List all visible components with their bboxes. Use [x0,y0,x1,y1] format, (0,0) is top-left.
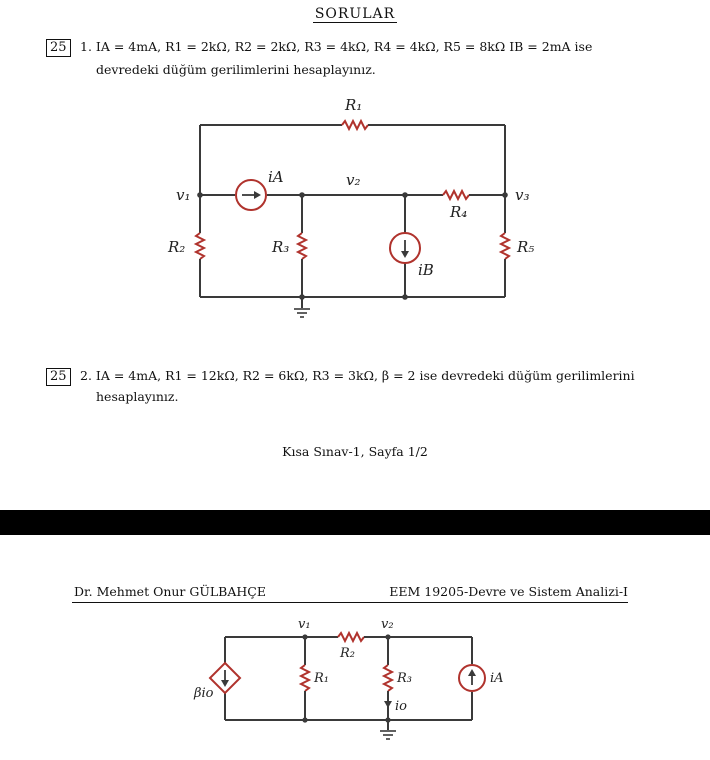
current-source-ib [390,233,420,263]
resistor-r2-c2 [338,633,364,641]
q1-text-line2: devredeki düğüm gerilimlerini hesaplayınız. [96,62,376,77]
label-r1-c2: R₁ [314,671,329,686]
dependent-current-source [210,663,240,693]
resistor-r3-c2 [384,665,392,691]
label-r1: R₁ [345,96,363,114]
page-title: SORULAR [314,6,396,22]
label-r3-c2: R₃ [397,671,412,686]
resistor-r3 [298,233,306,259]
course-name: EEM 19205-Devre ve Sistem Analizi-I [389,584,628,599]
label-v2-c2: v₂ [381,617,394,632]
resistor-r2 [196,233,204,259]
label-v3: v₃ [515,186,530,204]
ground-symbol-2 [380,731,396,739]
current-source-ia [236,180,266,210]
label-ia: iA [268,168,284,186]
page-footer: Kısa Sınav-1, Sayfa 1/2 [282,444,428,459]
label-r2: R₂ [168,238,186,256]
q2-score-box: 25 [46,368,71,386]
label-r3: R₃ [272,238,290,256]
header-rule [72,602,628,603]
resistor-r4 [443,191,469,199]
author-name: Dr. Mehmet Onur GÜLBAHÇE [74,584,266,599]
label-r5: R₅ [517,238,535,256]
resistor-r5 [501,233,509,259]
q2-text-line1: 2. IA = 4mA, R1 = 12kΩ, R2 = 6kΩ, R3 = 3kΩ, β = 2 ise devredeki düğüm gerilimlerini [80,368,635,383]
circuit-diagram-1 [160,90,560,330]
label-io: io [395,699,407,714]
q2-text-line2: hesaplayınız. [96,389,179,404]
label-r4: R₄ [450,203,468,221]
current-source-ia-c2 [459,665,485,691]
label-ib: iB [418,261,434,279]
q1-text-line1: 1. IA = 4mA, R1 = 2kΩ, R2 = 2kΩ, R3 = 4kΩ, R4 = 4kΩ, R5 = 8kΩ IB = 2mA ise [80,39,593,54]
label-ia-c2: iA [490,671,504,686]
resistor-r1 [342,121,368,129]
label-v1-c2: v₁ [298,617,311,632]
io-arrow [384,701,392,708]
q1-score-box: 25 [46,39,71,57]
circuit-diagram-2 [190,612,520,760]
page-separator [0,510,710,535]
label-beta-io: βio [194,686,214,701]
label-r2-c2: R₂ [340,646,355,661]
ground-symbol-1 [294,309,310,317]
resistor-r1-c2 [301,665,309,691]
label-v2: v₂ [346,171,361,189]
label-v1: v₁ [176,186,191,204]
